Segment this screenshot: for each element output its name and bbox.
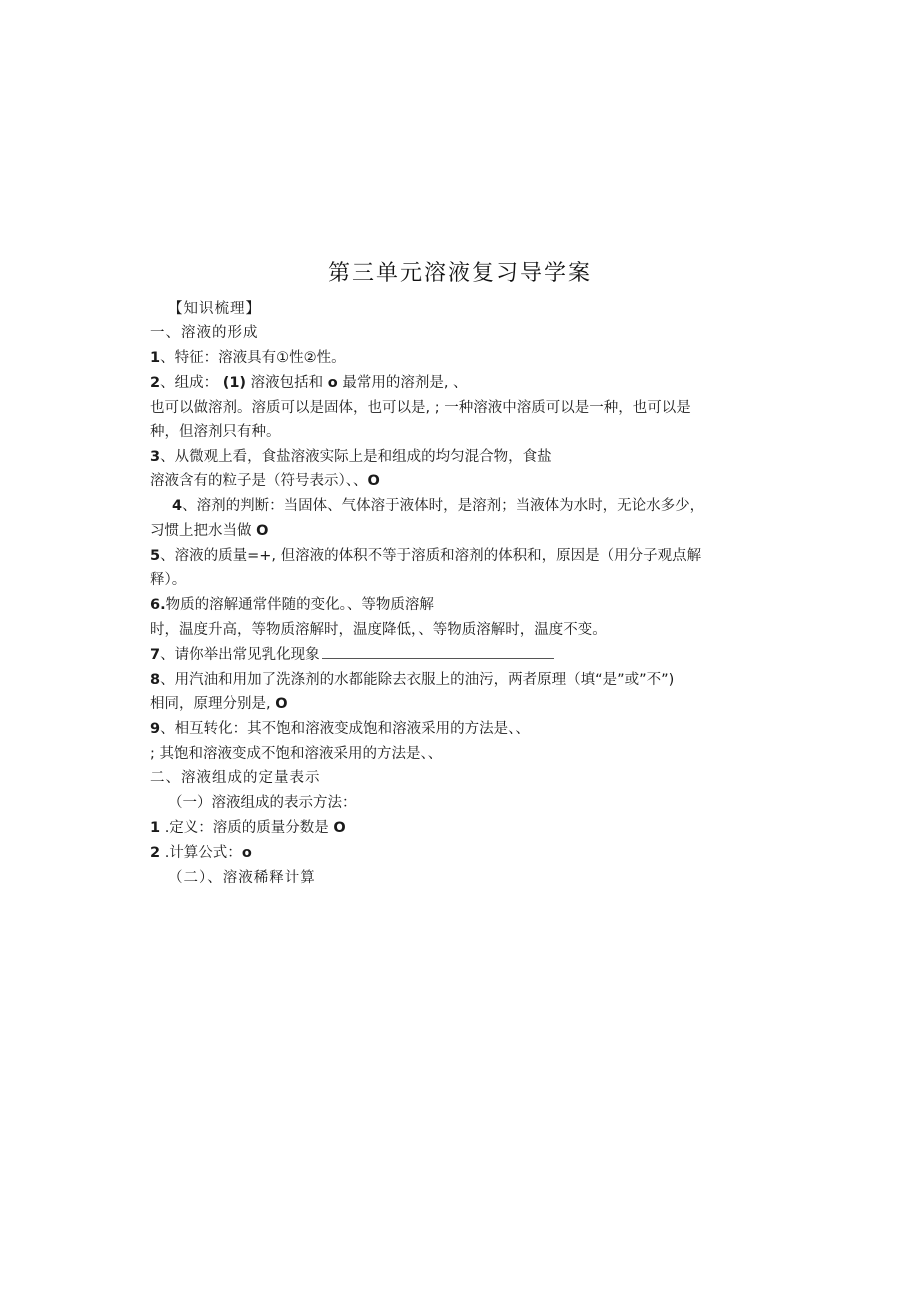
item-text: 、用汽油和用加了洗涤剂的水都能除去衣服上的油污，两者原理（填“是”或”不”) <box>160 672 675 688</box>
part2-heading: 二、溶液组成的定量表示 <box>150 770 321 786</box>
item-5-continued: 释）。 <box>150 572 187 588</box>
item-6-continued: 时，温度升高，等物质溶解时，温度降低，、等物质溶解时，温度不变。 <box>150 622 607 638</box>
part2-subheading: （一）溶液组成的表示方法： <box>168 795 357 811</box>
item-mark: O <box>333 820 346 836</box>
item-text: 、相互转化：其不饱和溶液变成饱和溶液采用的方法是、、 <box>160 721 530 737</box>
item-mark: o <box>327 375 338 391</box>
part1-heading: 一、溶液的形成 <box>150 325 259 341</box>
item-text: .计算公式： <box>160 845 242 861</box>
item-9 <box>150 719 530 739</box>
item-number: 1 <box>150 350 161 366</box>
item-number: 4 <box>172 498 183 514</box>
item-3 <box>150 447 552 467</box>
item-text: 最常用的溶剂是, 、 <box>337 375 468 391</box>
item-number: 2 <box>150 845 161 861</box>
item-text: 、组成： <box>160 375 219 391</box>
item-text: 相同，原理分别是, <box>150 696 276 712</box>
item-4 <box>172 496 704 516</box>
item-8-continued <box>150 694 288 714</box>
item-text: 物质的溶解通常伴随的变化。、等物质溶解 <box>165 597 434 613</box>
item-9-continued: ; 其饱和溶液变成不饱和溶液采用的方法是、、 <box>150 746 443 762</box>
item-number: 9 <box>150 721 161 737</box>
item-text: 溶液含有的粒子是（符号表示）、、 <box>150 473 368 489</box>
item-text: .定义：溶质的质量分数是 <box>160 820 334 836</box>
item-text: 、溶液的质量=+, 但溶液的体积不等于溶质和溶剂的体积和，原因是（用分子观点解 <box>160 548 702 564</box>
item-number: 3 <box>150 449 161 465</box>
item-text: 、溶剂的判断：当固体、气体溶于液体时，是溶剂；当液体为水时，无论水多少， <box>182 498 705 514</box>
item-mark: O <box>256 523 269 539</box>
item-mark: o <box>241 845 252 861</box>
item-number: 1 <box>150 820 161 836</box>
item-mark: O <box>367 473 380 489</box>
item-number: 6. <box>150 597 166 613</box>
item-2-continued: 种，但溶剂只有种。 <box>150 424 281 440</box>
item-number: 8 <box>150 672 161 688</box>
item-mark: O <box>275 696 288 712</box>
answer-blank <box>322 646 554 659</box>
formula-line <box>150 843 252 863</box>
item-2-continued: 也可以做溶剂。溶质可以是固体，也可以是, ; 一种溶液中溶质可以是一种，也可以是 <box>150 400 691 416</box>
item-text: 习惯上把水当做 <box>150 523 257 539</box>
part2-subheading: （二）、溶液稀释计算 <box>168 870 316 886</box>
item-number: 7 <box>150 647 161 663</box>
item-7 <box>150 645 554 665</box>
item-1 <box>150 348 346 368</box>
item-4-continued <box>150 521 268 541</box>
section-label: 【知识梳理】 <box>168 301 261 317</box>
item-number: 5 <box>150 548 161 564</box>
item-3-continued <box>150 471 380 491</box>
page-title: 第三单元溶液复习导学案 <box>327 261 592 286</box>
item-2 <box>150 373 468 393</box>
definition-line <box>150 818 346 838</box>
item-number: 2 <box>150 375 161 391</box>
item-sub-number: (1) <box>222 375 247 391</box>
item-8 <box>150 670 674 690</box>
item-6 <box>150 595 434 615</box>
item-text: 、特征：溶液具有①性②性。 <box>160 350 346 366</box>
item-text: 溶液包括和 <box>246 375 328 391</box>
item-text: 、请你举出常见乳化现象 <box>160 647 320 663</box>
item-text: 、从微观上看，食盐溶液实际上是和组成的均匀混合物，食盐 <box>160 449 552 465</box>
item-5 <box>150 546 701 566</box>
